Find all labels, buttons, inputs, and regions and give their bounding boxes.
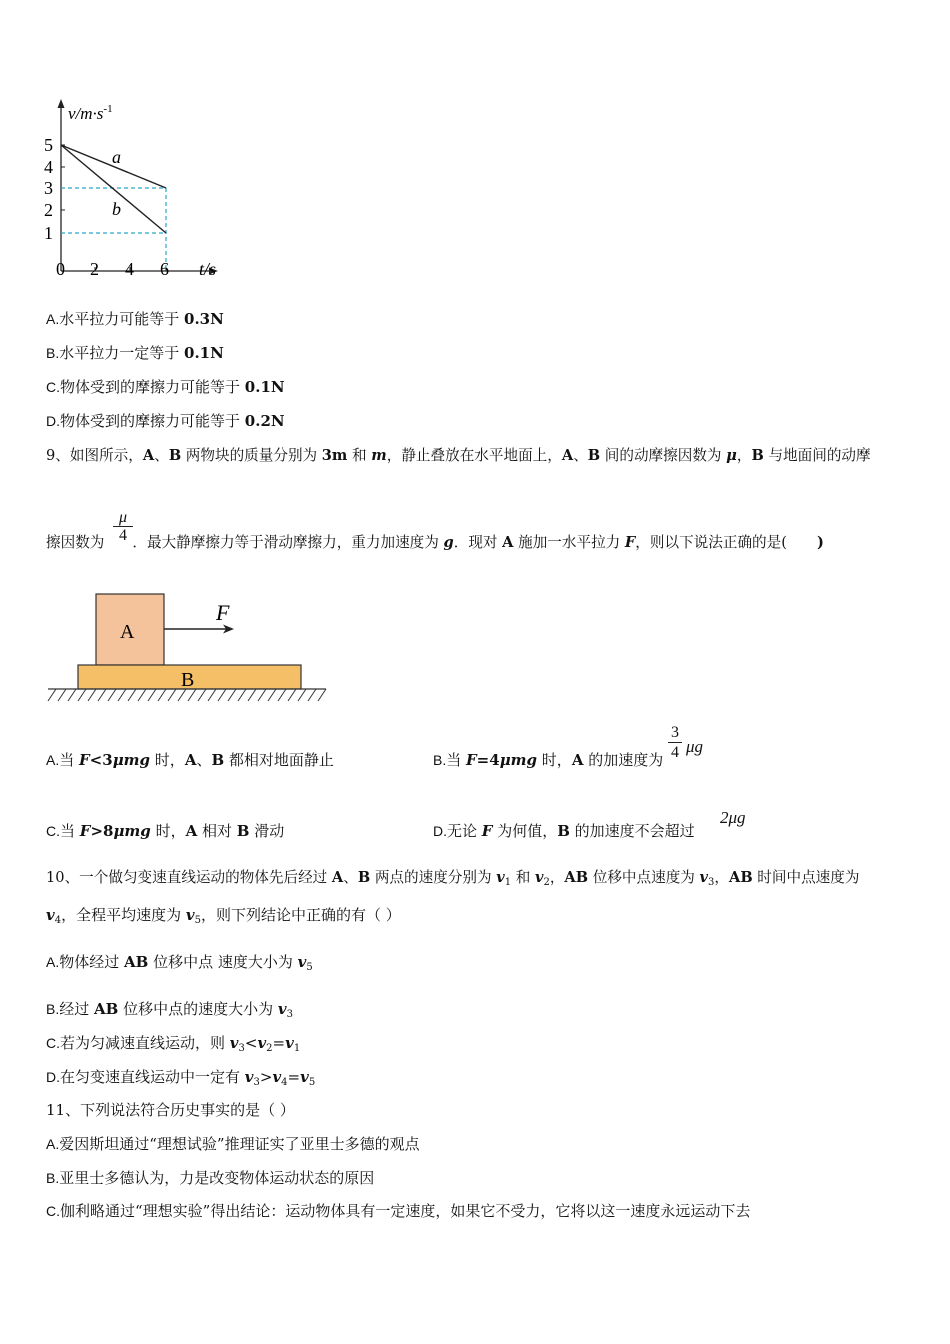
x-tick-label-4: 4 xyxy=(125,259,134,279)
q11-stem: 11、下列说法符合历史事实的是（ ） xyxy=(46,1101,295,1119)
line-b-label: b xyxy=(112,199,121,219)
y-tick-2: 2 xyxy=(44,200,53,220)
block-b-label: B xyxy=(181,669,195,691)
q9-stem-line2: 擦因数为 ．最大静摩擦力等于滑动摩擦力，重力加速度为 g．现对 A 施加一水平拉力 F，则以下说法正确的是( ) xyxy=(46,534,824,551)
y-tick-4: 4 xyxy=(44,157,53,177)
q10-option-c: C.若为匀减速直线运动，则 $v_3<v_2=v_1$ xyxy=(46,1034,301,1054)
velocity-time-graph xyxy=(40,95,230,285)
line-a-label: a xyxy=(112,147,121,167)
q9-option-a: A.当 F<3μmg 时，A、B 都相对地面静止 xyxy=(46,751,334,769)
q10-option-d: D.在匀变速直线运动中一定有 $v_3>v_4=v_5$ xyxy=(46,1068,316,1088)
q8-option-a: A.水平拉力可能等于 0.3N xyxy=(46,310,224,328)
q9-stem-line1: 9、如图所示，A、B 两物块的质量分别为 3m 和 m，静止叠放在水平地面上，A、B 间的动摩擦因数为 μ，B 与地面间的动摩 xyxy=(46,447,871,464)
q9-option-b-mu-g: μg xyxy=(686,737,704,756)
q10-stem-line2: $v_4$，全程平均速度为 $v_5$，则下列结论中正确的有（ ） xyxy=(46,906,401,926)
q8-option-c: C.物体受到的摩擦力可能等于 0.1N xyxy=(46,378,285,396)
q10-stem-line1: 10、一个做匀变速直线运动的物体先后经过 A、B 两点的速度分别为 $v_1$ 和 $v_2$，AB 位移中点速度为 $v_3$，AB 时间中点速度为 xyxy=(46,869,860,888)
q8-option-b: B.水平拉力一定等于 0.1N xyxy=(46,344,224,362)
q11-option-a: A.爱因斯坦通过“理想试验”推理证实了亚里士多德的观点 xyxy=(46,1135,420,1153)
q10-option-a: A.物体经过 AB 位移中点 速度大小为 $v_5$ xyxy=(46,953,313,973)
y-tick-1: 1 xyxy=(44,223,53,243)
force-label: F xyxy=(216,600,230,625)
q9-option-d-2mu-g: 2μg xyxy=(720,808,746,827)
block-a-label: A xyxy=(120,621,135,643)
q11-option-b: B.亚里士多德认为，力是改变物体运动状态的原因 xyxy=(46,1169,375,1187)
q9-option-c: C.当 F>8μmg 时，A 相对 B 滑动 xyxy=(46,822,285,840)
graph-y-arrow xyxy=(58,99,65,108)
q9-option-d: D.无论 F 为何值，B 的加速度不会超过 xyxy=(433,822,695,840)
y-axis-label: $v/m\cdot s^{-1}$ xyxy=(68,103,113,123)
q11-option-c: C.伽利略通过“理想实验”得出结论：运动物体具有一定速度，如果它不受力，它将以这一速度永远运动下去 xyxy=(46,1202,751,1220)
q10-option-b: B.经过 AB 位移中点的速度大小为 $v_3$ xyxy=(46,1000,293,1020)
x-tick-label-2: 2 xyxy=(90,259,99,279)
y-tick-5: 5 xyxy=(44,135,53,155)
q9-option-b: B.当 F=4μmg 时，A 的加速度为 xyxy=(433,751,664,769)
q8-option-d: D.物体受到的摩擦力可能等于 0.2N xyxy=(46,412,285,430)
q9-option-b-fraction: $\frac{3}{4}$ xyxy=(668,724,682,763)
x-tick-label-0: 0 xyxy=(56,259,65,279)
blocks-figure xyxy=(46,590,336,710)
y-tick-3: 3 xyxy=(44,178,53,198)
q9-friction-fraction: $\frac{\mu}{4}$ xyxy=(113,510,133,545)
x-tick-label-6: 6 xyxy=(160,259,169,279)
x-axis-label: t/s xyxy=(199,259,217,279)
